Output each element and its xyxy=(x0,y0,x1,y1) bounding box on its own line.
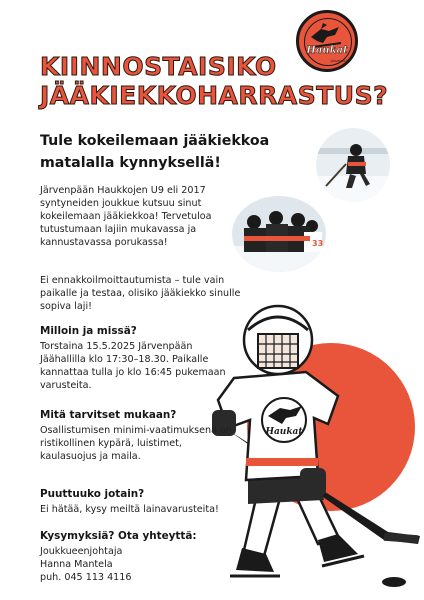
svg-text:33: 33 xyxy=(312,239,324,248)
subheading xyxy=(40,130,270,174)
section-contact xyxy=(40,529,240,584)
section-title: Kysymyksiä? Ota yhteyttä: xyxy=(40,530,197,542)
section-title: Puuttuuko jotain? xyxy=(40,488,145,500)
headline-line1: KIINNOSTAISIKO xyxy=(40,52,277,81)
contact-role: Joukkueenjohtaja xyxy=(40,546,123,557)
subhead-line2: matalalla kynnyksellä! xyxy=(40,155,221,171)
section-text: Ei hätää, kysy meiltä lainavarusteita! xyxy=(40,504,219,515)
logo-text: Haukat xyxy=(306,45,348,56)
section-text: Osallistumisen minimi-vaatimuksena on ristikollinen kypärä, luistimet, kaulasuojus ja maila. xyxy=(40,425,232,462)
no-registration-text: Ei ennakkoilmoittautumista – tule vain paikalle ja testaa, olisiko jääkiekko sinulle sopiva laji! xyxy=(40,275,241,312)
contact-phone: puh. 045 113 4116 xyxy=(40,572,132,583)
section-what-to-bring xyxy=(40,408,240,463)
section-when-where xyxy=(40,324,240,392)
contact-name: Hanna Mantela xyxy=(40,559,113,570)
intro-text: Järvenpään Haukkojen U9 eli 2017 syntyneiden joukkue kutsuu sinut kokeilemaan jääkiekkoa! Tervetuloa tutustumaan lajiin mukavassa ja kannustavassa porukassa! xyxy=(40,185,212,248)
section-missing-gear xyxy=(40,487,240,516)
section-title: Milloin ja missä? xyxy=(40,325,137,337)
section-title: Mitä tarvitset mukaan? xyxy=(40,409,177,421)
team-celebration-photo xyxy=(232,196,326,272)
hockey-player-photo xyxy=(316,128,390,202)
section-text: Torstaina 15.5.2025 Järvenpään Jäähallilla klo 17:30–18.30. Paikalle kannattaa tulla jo klo 16:45 pukemaan varusteita. xyxy=(40,341,226,391)
headline-line2: JÄÄKIEKKOHARRASTUS? xyxy=(40,81,389,110)
logo-small-text: JÄRVENPÄÄ xyxy=(330,59,348,63)
jersey-text: Haukat xyxy=(265,427,303,437)
subhead-line1: Tule kokeilemaan jääkiekkoa xyxy=(40,133,270,149)
headline xyxy=(40,52,389,110)
